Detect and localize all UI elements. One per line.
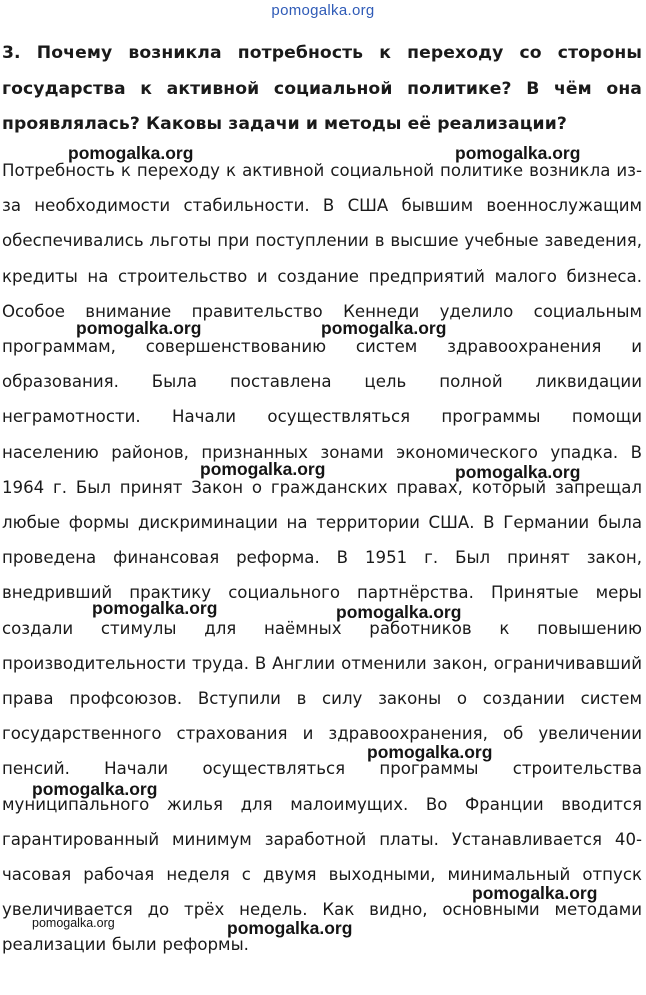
- header-watermark: pomogalka.org: [271, 2, 375, 19]
- watermark: pomogalka.org: [76, 318, 202, 338]
- watermark: pomogalka.org: [367, 742, 493, 762]
- watermark: pomogalka.org: [321, 318, 447, 338]
- watermark: pomogalka.org: [32, 779, 158, 799]
- watermark: pomogalka.org: [92, 598, 218, 618]
- watermark: pomogalka.org: [472, 883, 598, 903]
- question-heading: 3. Почему возникла потребность к переходу со стороны государства к активной социальной политике? В чём она проявлялась? Каковы задачи и методы её реализации?: [2, 43, 642, 134]
- watermark: pomogalka.org: [227, 918, 353, 938]
- answer-text: Потребность к переходу к активной социальной политике возникла из-за необходимости стабильности. В США бывшим военнослужащим обеспечивались льготы при поступлении в высшие учебные заведения, кредиты на строительство и создание предприятий малого бизнеса. Особое внимание правительство Кеннеди уделило социальным программам, совершенствованию систем здравоохранения и образования. Была поставлена цель полной ликвидации неграмотности. Начали осуществляться программы помощи населению районов, признанных зонами экономического упадка. В 1964 г. Был принят Закон о гражданских правах, который запрещал любые формы дискриминации на территории США. В Германии была проведена финансовая реформа. В 1951 г. Был принят закон, внедривший практику социального партнёрства. Принятые меры создали стимулы для наёмных работников к повышению производительности труда. В Англии отменили закон, ограничивавший права профсоюзов. Вступили в силу законы о создании систем государственного страхования и здравоохранения, об увеличении пенсий. Начали осуществляться программы строительства муниципального жилья для малоимущих. Во Франции вводится гарантированный минимум заработной платы. Устанавливается 40-часовая рабочая неделя с двумя выходными, минимальный отпуск увеличивается до трёх недель. Как видно, основными методами реализации были реформы.: [2, 161, 642, 955]
- watermark: pomogalka.org: [455, 462, 581, 482]
- watermark: pomogalka.org: [68, 143, 194, 163]
- watermark: pomogalka.org: [455, 143, 581, 163]
- watermark: pomogalka.org: [200, 459, 326, 479]
- watermark: pomogalka.org: [336, 602, 462, 622]
- watermark-small: pomogalka.org: [32, 916, 115, 930]
